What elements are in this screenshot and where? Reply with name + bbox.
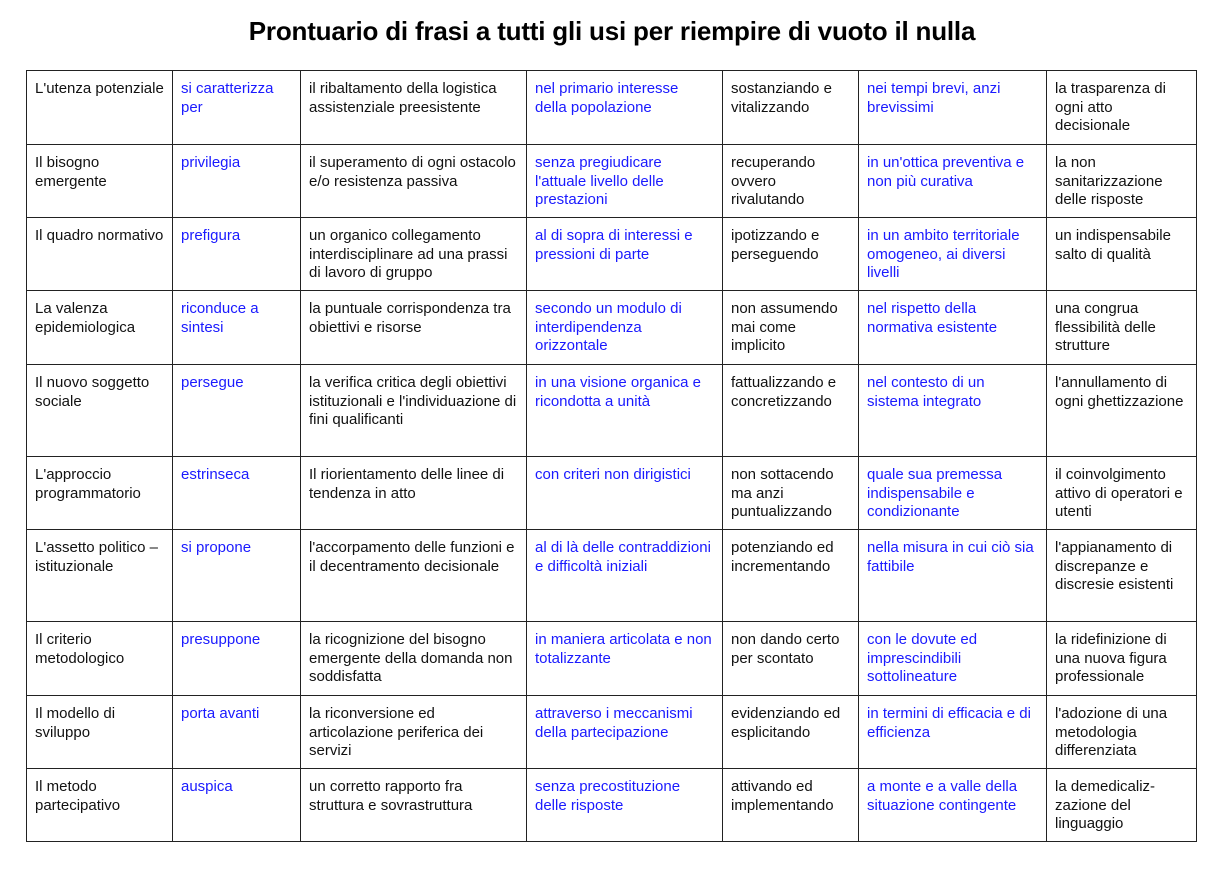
- table-row: [27, 696, 1197, 769]
- cell-context: quale sua premessa indispensabile e condizionante: [859, 457, 1047, 530]
- cell-qualifier: nel primario interesse della popolazione: [527, 71, 723, 145]
- cell-subject: Il bisogno emergente: [27, 145, 173, 218]
- page-title: Prontuario di frasi a tutti gli usi per riempire di vuoto il nulla: [248, 16, 976, 46]
- cell-context: nel rispetto della normativa esistente: [859, 291, 1047, 365]
- cell-subject: L'assetto politico – istituzionale: [27, 530, 173, 622]
- cell-qualifier: senza pregiudicare l'attuale livello delle prestazioni: [527, 145, 723, 218]
- cell-verb: si caratterizza per: [173, 71, 301, 145]
- cell-complement: l'appianamento di discrepanze e discresie esistenti: [1047, 530, 1197, 622]
- cell-object: un organico collegamento interdisciplinare ad una prassi di lavoro di gruppo: [301, 218, 527, 291]
- cell-verb: privilegia: [173, 145, 301, 218]
- cell-context: nel contesto di un sistema integrato: [859, 365, 1047, 457]
- cell-object: il superamento di ogni ostacolo e/o resistenza passiva: [301, 145, 527, 218]
- cell-qualifier: in una visione organica e ricondotta a unità: [527, 365, 723, 457]
- cell-verb: si propone: [173, 530, 301, 622]
- cell-gerund: recuperando ovvero rivalutando: [723, 145, 859, 218]
- cell-gerund: non sottacendo ma anzi puntualizzando: [723, 457, 859, 530]
- cell-complement: la ridefinizione di una nuova figura professionale: [1047, 622, 1197, 696]
- cell-subject: L'utenza potenziale: [27, 71, 173, 145]
- cell-subject: Il quadro normativo: [27, 218, 173, 291]
- cell-subject: Il metodo partecipativo: [27, 769, 173, 842]
- cell-complement: la demedicaliz-zazione del linguaggio: [1047, 769, 1197, 842]
- cell-context: in un ambito territoriale omogeneo, ai diversi livelli: [859, 218, 1047, 291]
- cell-qualifier: secondo un modulo di interdipendenza orizzontale: [527, 291, 723, 365]
- cell-subject: L'approccio programmatorio: [27, 457, 173, 530]
- cell-gerund: ipotizzando e perseguendo: [723, 218, 859, 291]
- cell-verb: prefigura: [173, 218, 301, 291]
- cell-object: il ribaltamento della logistica assistenziale preesistente: [301, 71, 527, 145]
- cell-gerund: fattualizzando e concretizzando: [723, 365, 859, 457]
- cell-object: la verifica critica degli obiettivi istituzionali e l'individuazione di fini qualificanti: [301, 365, 527, 457]
- cell-subject: Il criterio metodologico: [27, 622, 173, 696]
- cell-object: l'accorpamento delle funzioni e il decentramento decisionale: [301, 530, 527, 622]
- cell-verb: estrinseca: [173, 457, 301, 530]
- cell-object: la puntuale corrispondenza tra obiettivi e risorse: [301, 291, 527, 365]
- cell-context: in termini di efficacia e di efficienza: [859, 696, 1047, 769]
- phrase-table-body: [27, 71, 1197, 842]
- cell-gerund: non dando certo per scontato: [723, 622, 859, 696]
- table-row: [27, 622, 1197, 696]
- table-row: [27, 145, 1197, 218]
- cell-complement: il coinvolgimento attivo di operatori e utenti: [1047, 457, 1197, 530]
- cell-context: nella misura in cui ciò sia fattibile: [859, 530, 1047, 622]
- cell-verb: persegue: [173, 365, 301, 457]
- cell-qualifier: con criteri non dirigistici: [527, 457, 723, 530]
- cell-verb: auspica: [173, 769, 301, 842]
- cell-complement: la non sanitarizzazione delle risposte: [1047, 145, 1197, 218]
- cell-object: un corretto rapporto fra struttura e sovrastruttura: [301, 769, 527, 842]
- cell-gerund: evidenziando ed esplicitando: [723, 696, 859, 769]
- cell-complement: la trasparenza di ogni atto decisionale: [1047, 71, 1197, 145]
- cell-qualifier: al di sopra di interessi e pressioni di parte: [527, 218, 723, 291]
- cell-subject: Il nuovo soggetto sociale: [27, 365, 173, 457]
- table-row: [27, 218, 1197, 291]
- cell-complement: una congrua flessibilità delle strutture: [1047, 291, 1197, 365]
- cell-qualifier: in maniera articolata e non totalizzante: [527, 622, 723, 696]
- table-row: [27, 457, 1197, 530]
- cell-object: la riconversione ed articolazione periferica dei servizi: [301, 696, 527, 769]
- cell-context: con le dovute ed imprescindibili sottolineature: [859, 622, 1047, 696]
- cell-object: Il riorientamento delle linee di tendenza in atto: [301, 457, 527, 530]
- cell-subject: La valenza epidemiologica: [27, 291, 173, 365]
- table-row: [27, 71, 1197, 145]
- cell-gerund: sostanziando e vitalizzando: [723, 71, 859, 145]
- table-row: [27, 530, 1197, 622]
- cell-context: nei tempi brevi, anzi brevissimi: [859, 71, 1047, 145]
- table-row: [27, 291, 1197, 365]
- cell-verb: riconduce a sintesi: [173, 291, 301, 365]
- phrase-table: [26, 70, 1197, 842]
- cell-qualifier: al di là delle contraddizioni e difficoltà iniziali: [527, 530, 723, 622]
- cell-gerund: attivando ed implementando: [723, 769, 859, 842]
- cell-subject: Il modello di sviluppo: [27, 696, 173, 769]
- cell-complement: l'adozione di una metodologia differenziata: [1047, 696, 1197, 769]
- cell-gerund: potenziando ed incrementando: [723, 530, 859, 622]
- cell-gerund: non assumendo mai come implicito: [723, 291, 859, 365]
- cell-qualifier: senza precostituzione delle risposte: [527, 769, 723, 842]
- cell-complement: un indispensabile salto di qualità: [1047, 218, 1197, 291]
- cell-complement: l'annullamento di ogni ghettizzazione: [1047, 365, 1197, 457]
- cell-qualifier: attraverso i meccanismi della partecipazione: [527, 696, 723, 769]
- cell-context: a monte e a valle della situazione contingente: [859, 769, 1047, 842]
- table-row: [27, 769, 1197, 842]
- cell-context: in un'ottica preventiva e non più curativa: [859, 145, 1047, 218]
- cell-verb: porta avanti: [173, 696, 301, 769]
- table-row: [27, 365, 1197, 457]
- cell-verb: presuppone: [173, 622, 301, 696]
- cell-object: la ricognizione del bisogno emergente della domanda non soddisfatta: [301, 622, 527, 696]
